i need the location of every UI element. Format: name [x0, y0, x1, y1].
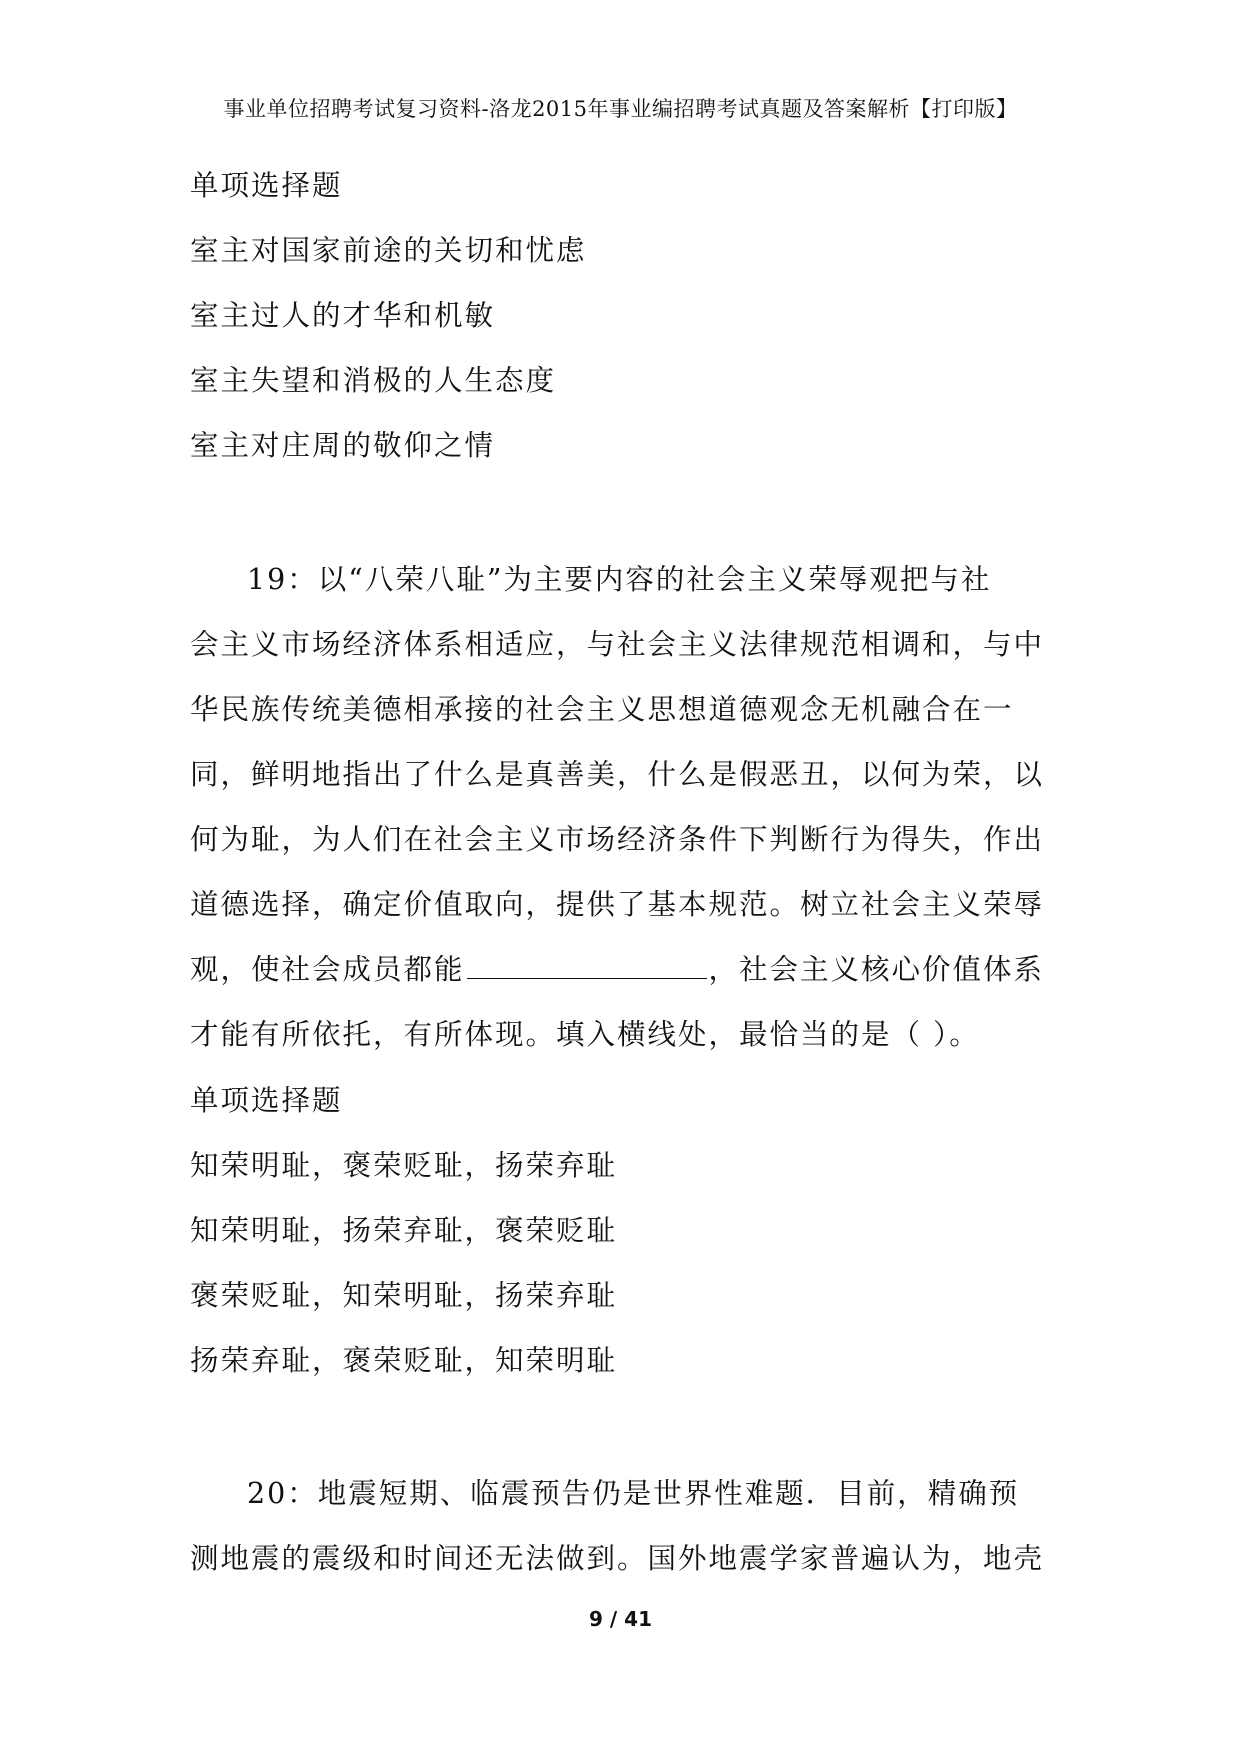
- q19-options-block: [190, 1068, 1060, 1393]
- q19-line-7-after: ，社会主义核心价值体系: [708, 953, 1045, 986]
- q19-line-7-before: 观，使社会成员都能: [190, 953, 465, 986]
- q19-line-3: 华民族传统美德相承接的社会主义思想道德观念无机融合在一: [190, 693, 1014, 726]
- q19-line-4: 同，鲜明地指出了什么是真善美，什么是假恶丑，以何为荣，以: [190, 758, 1045, 791]
- question-20-text: [190, 1461, 1060, 1591]
- question-type-label: 单项选择题: [190, 169, 343, 202]
- q19-line-6: 道德选择，确定价值取向，提供了基本规范。树立社会主义荣辱: [190, 888, 1045, 921]
- option-b: 室主过人的才华和机敏: [190, 299, 496, 332]
- page-header: 事业单位招聘考试复习资料-洛龙2015年事业编招聘考试真题及答案解析【打印版】: [223, 97, 1018, 121]
- option-a: 室主对国家前途的关切和忧虑: [190, 234, 587, 267]
- q18-options-block: [190, 153, 1060, 478]
- q19-line-1: 19：以“八荣八耻”为主要内容的社会主义荣辱观把与社: [247, 563, 992, 596]
- q19-line-5: 何为耻，为人们在社会主义市场经济条件下判断行为得失，作出: [190, 823, 1045, 856]
- q20-line-2: 测地震的震级和时间还无法做到。国外地震学家普遍认为，地壳: [190, 1542, 1045, 1575]
- question-type-label: 单项选择题: [190, 1084, 343, 1117]
- option-b: 知荣明耻，扬荣弃耻，褒荣贬耻: [190, 1214, 618, 1247]
- q19-line-7: [190, 937, 1060, 1002]
- option-d: 室主对庄周的敬仰之情: [190, 429, 496, 462]
- q20-line-1: 20：地震短期、临震预告仍是世界性难题．目前，精确预: [247, 1477, 1020, 1510]
- question-19-text: [190, 547, 1060, 1067]
- option-c: 褒荣贬耻，知荣明耻，扬荣弃耻: [190, 1279, 618, 1312]
- option-c: 室主失望和消极的人生态度: [190, 364, 557, 397]
- fill-in-blank: [467, 952, 707, 979]
- option-d: 扬荣弃耻，褒荣贬耻，知荣明耻: [190, 1344, 618, 1377]
- page-number: 9 / 41: [589, 1607, 652, 1631]
- option-a: 知荣明耻，褒荣贬耻，扬荣弃耻: [190, 1149, 618, 1182]
- q19-line-2: 会主义市场经济体系相适应，与社会主义法律规范相调和，与中: [190, 628, 1045, 661]
- q19-line-8: 才能有所依托，有所体现。填入横线处，最恰当的是（ ）。: [190, 1018, 980, 1051]
